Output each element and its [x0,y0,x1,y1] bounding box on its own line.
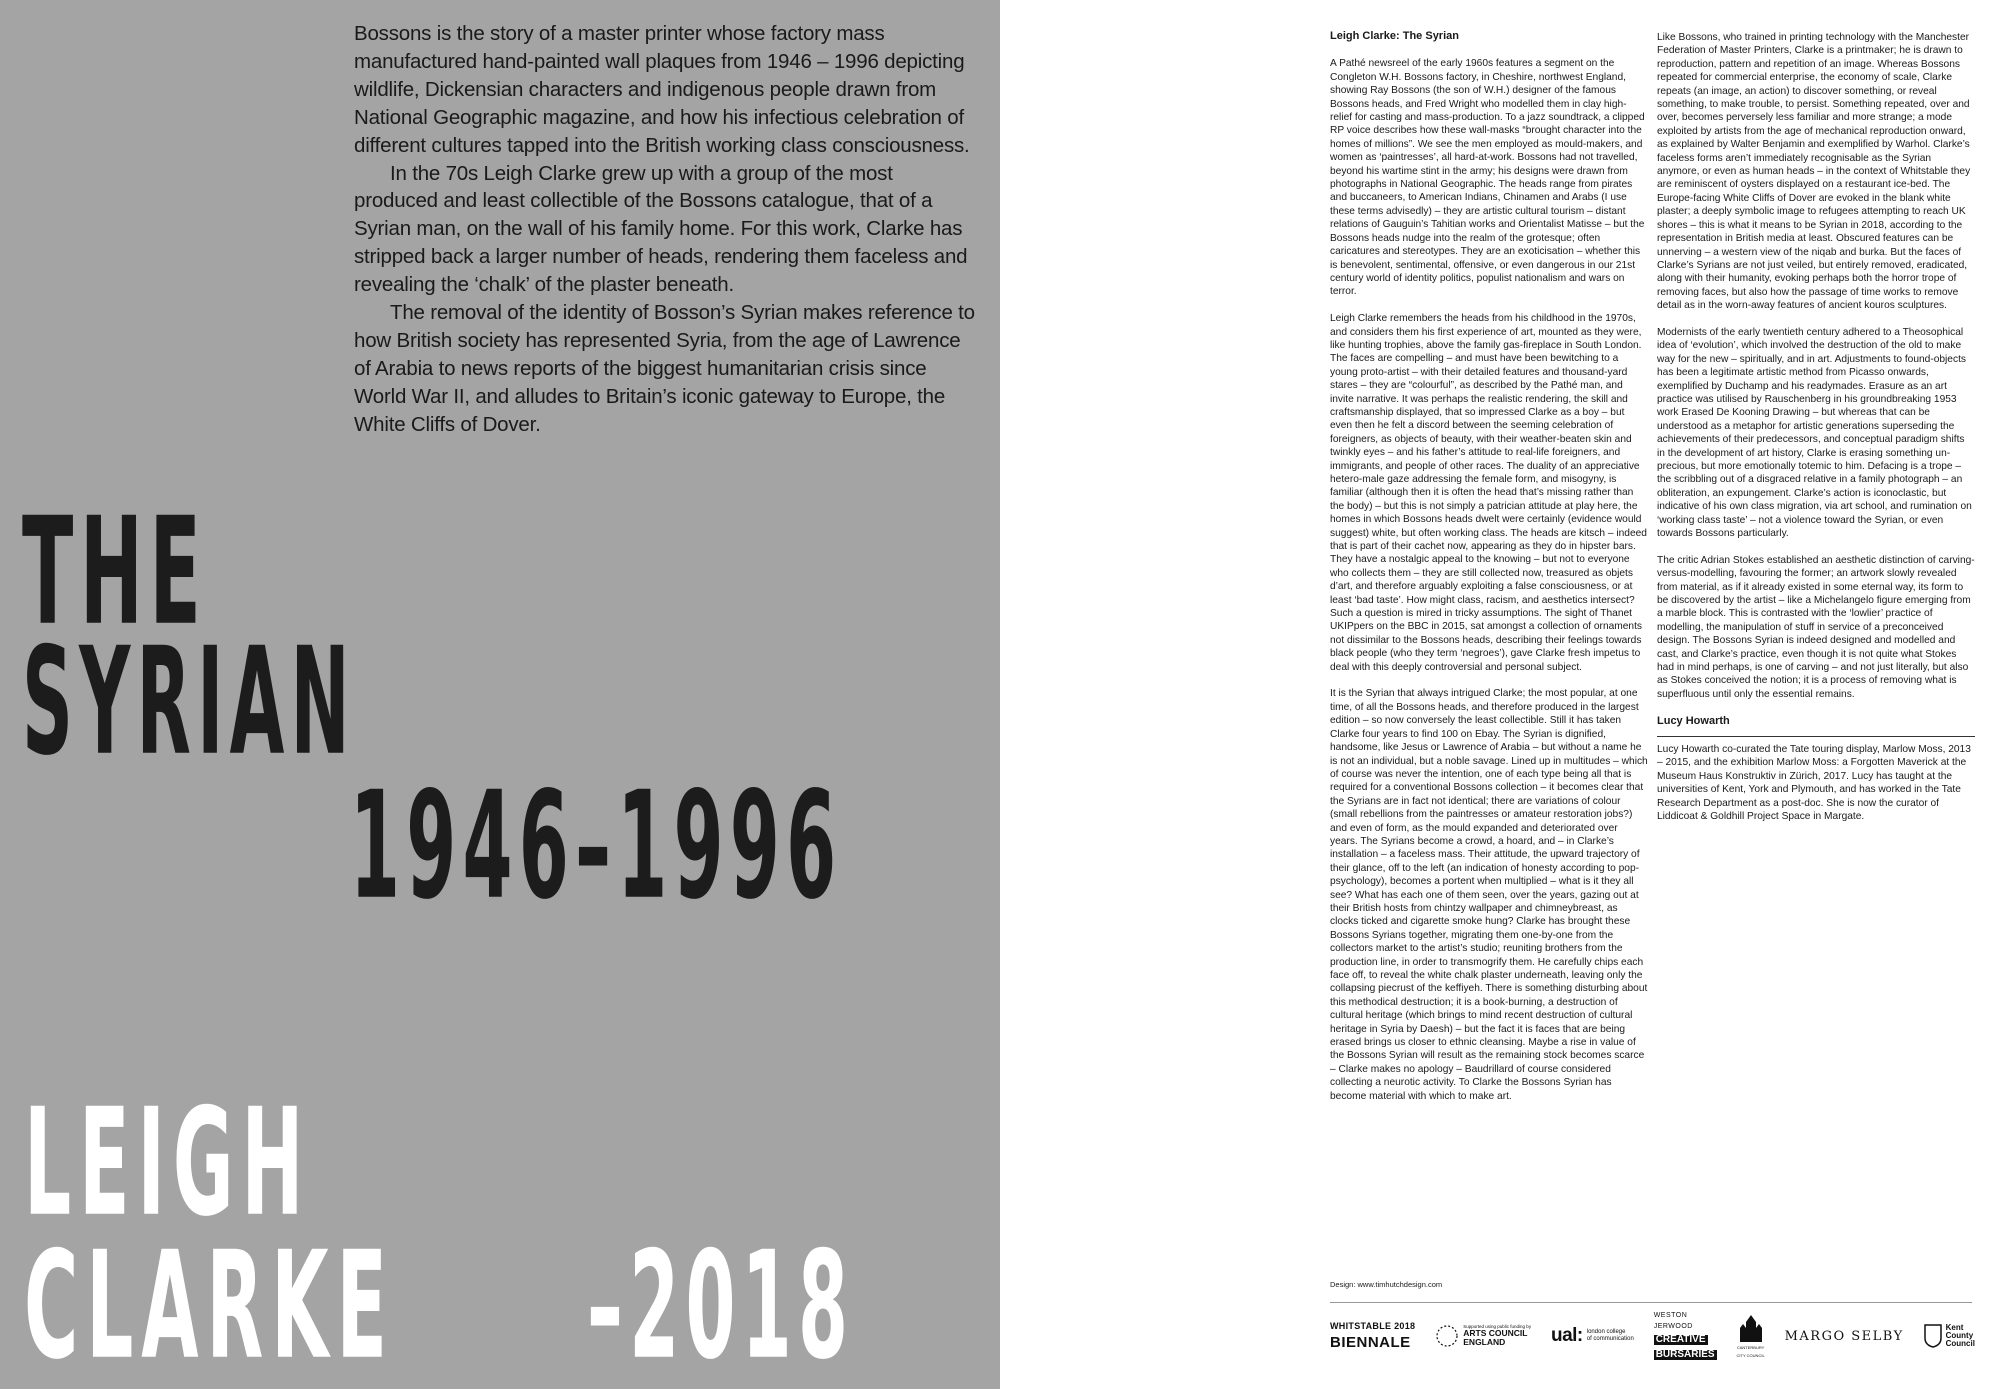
title-years: 1946–1996 [350,759,843,932]
essay-paragraph-4: Like Bossons, who trained in printing technology with the Manchester Federation of Master Printers, Clarke is a printmaker; he is drawn to reproduction, pattern and repetition of an image. Whereas Bossons repeated for commercial enterprise, the economy of scale, Clarke repeats (an image, an action) to discover something, or reveal something, to make trouble, to persist. Something repeated, over and over, becomes perversely less familiar and more strange; a mode exploited by artists from the age of mechanical reproduction onward, as explained by Walter Benjamin and exemplified by Warhol. Clarke’s faceless forms aren’t immediately recognisable as the Syrian anymore, or even as human heads – in the context of Whitstable they are reminiscent of oysters displayed on a restaurant ice-bed. The Europe-facing White Cliffs of Dover are evoked in the blank white plaster; a deeply symbolic image to refugees attempting to reach UK shores – this is what it means to be Syrian in 2018, according to the representation in British media at least. Obscured features can be unnerving – a western view of the niqab and burka. But the faces of Clarke’s Syrians are not just veiled, but entirely removed, eradicated, along with their humanity, evoking perhaps both the horror trope of removing faces, but also how the passage of time works to remove detail as in the worn-away features of ancient kouros sculptures. [1657,32,1971,312]
essay-column-2 [1657,31,1975,837]
ual-line2: of communication [1586,1336,1634,1342]
essay-paragraph-6: The critic Adrian Stokes established an aesthetic distinction of carving-versus-modelling, favouring the former; an artwork slowly revealed from material, as if it already existed in some eternal way, its form to be discovered by the artist – like a Michelangelo figure emerging from a marble block. This is contrasted with the ‘lowlier’ practice of modelling, the manipulation of stuff in service of a preconceived design. The Bossons Syrian is indeed designed and modelled and cast, and Clarke’s practice, even though it is not quite what Stokes had in mind perhaps, is one of carving – and not just literally, but also as Stokes conceived the notion; it is a process of removing what is superfluous until only the essential remains. [1657,554,1975,700]
essay-paragraph-3: It is the Syrian that always intrigued Clarke; the most popular, at one time, of all the Bossons heads, and therefore produced in the largest edition – so now conversely the least collectible. Still it has taken Clarke four years to find 100 on Ebay. The Syrian is dignified, handsome, like Jesus or Lawrence of Arabia – but without a name he is not an individual, but a noble savage. Lined up in multitudes – which of course was never the intention, one of each type being all that is required for a conventional Bossons collection – it becomes clear that the Syrians are in fact not identical; there are variations of colour (small rebellions from the paintresses or amateur restoration jobs?) and even of form, as the mould expanded and deteriorated over years. The Syrians become a crowd, a hoard, and – in Clarke’s installation – a faceless mass. Their attitude, the upward trajectory of their glance, off to the left (an indication of honesty according to pop-psychology), becomes a portent when multiplied – what is it they all see? What has each one of them seen, over the years, gazing out at their British hosts from chintzy wallpaper and chimneybreast, as clocks ticked and cigarette smoke hung? Clarke has brought these Bossons Syrians together, migrating them one-by-one from the collectors market to the artist’s studio; reuniting brothers from the production line, in order to transmogrify them. He carefully chips each face off, to reveal the white chalk plaster underneath, leaving only the collapsing piecrust of the keffiyeh. There is something disturbing about this methodical destruction; it is a book-burning, a destruction of cultural heritage (which brings to mind recent destruction of cultural heritage in Syria by Daesh) – but the fact it is faces that are being erased brings us closer to ethnic cleansing. Maybe a rise in value of the Bossons Syrian will result as the remaining stock becomes scarce – Clarke makes no apology – Baudrillard of course considered collecting a neurotic activity. To Clarke the Bossons Syrian has become material with which to make art. [1330,688,1648,1102]
footer-divider [1330,1302,1972,1303]
wj-line3: CREATIVE [1655,1334,1706,1345]
sponsor-logos [1330,1312,1975,1360]
intro-text [354,20,978,439]
intro-paragraph-1: Bossons is the story of a master printer whose factory mass manufactured hand-painted wall plaques from 1946 – 1996 depicting wildlife, Dickensian characters and indigenous people drawn from National Geographic magazine, and how his infectious celebration of different cultures tapped into the British working class consciousness. [354,22,970,157]
exhibition-year: –2018 [587,1219,855,1389]
ual-line1: london college [1586,1329,1626,1336]
artist-last-name: CLARKE [24,1219,395,1389]
author-name: Lucy Howarth [1657,714,1730,727]
biennale-logo-line2: BIENNALE [1330,1334,1411,1351]
essay-paragraph-2: Leigh Clarke remembers the heads from his childhood in the 1970s, and considers them his first experience of art, mounted as they were, like hunting trophies, above the family gas-fireplace in South London. The faces are compelling – and must have been bewitching to a young proto-artist – with their detailed features and thousand-yard stares – they are “colourful”, as described by the Pathé man, and invite narrative. It was perhaps the realistic rendering, the skill and craftsmanship displayed, that so impressed Clarke as a boy – but even then he felt a discord between the seeming celebration of foreigners, as objects of beauty, with their weather-beaten skin and twinkly eyes – and his father’s attitude to real-life foreigners, and immigrants, and people of other races. The duality of an appreciative hetero-male gaze addressing the female form, and misogyny, is familiar (although then it is often the head that’s missing rather than the body) – but this is not simply a patrician attitude at play here, the homes in which Bossons heads dwelt were certainly (evidence would suggest) white, but often working class. The heads are kitsch – indeed that is part of their cachet now, appearing as they do in hipster bars. They have a nostalgic appeal to the knowing – but not to everyone who collects them – they are still collected now, treasured as objets d’art, and therefore arguably exploiting a false consciousness, or at least ‘bad taste’. How might class, racism, and aesthetics intersect? Such a question is mired in tricky assumptions. The sight of Thanet UKIPpers on the BBC in 2015, sat amongst a collection of ornaments not dissimilar to the Bossons heads, describing their feelings towards black people (who they term ‘negroes’), gave Clarke fresh impetus to deal with this deeply controversial and personal subject. [1330,313,1647,673]
wj-line2: JERWOOD [1653,1323,1693,1330]
kent-line2: County [1945,1331,1974,1340]
wj-line4: BURSARIES [1655,1349,1715,1360]
intro-paragraph-2: In the 70s Leigh Clarke grew up with a group of the most produced and least collectible of the Bossons catalogue, that of a Syrian man, on the wall of his family home. For this work, Clarke has stripped back a larger number of heads, rendering them faceless and revealing the ‘chalk’ of the plaster beneath. [354,161,968,297]
canterbury-line1: CANTERBURY [1736,1344,1765,1350]
title-syrian: SYRIAN [22,615,356,788]
title-the: THE [22,485,208,658]
artist-first-name: LEIGH [24,1076,312,1249]
ual-logo [1551,1325,1634,1347]
cathedral-icon [1738,1314,1764,1342]
ual-mark: ual: [1550,1325,1583,1346]
arts-council-sub: Supported using public funding by [1463,1323,1532,1329]
arts-council-circle-icon [1435,1324,1459,1348]
kent-line1: Kent [1945,1323,1964,1332]
kent-county-council-logo [1924,1324,1975,1348]
canterbury-logo [1737,1314,1765,1359]
weston-jerwood-logo [1654,1312,1717,1360]
essay-paragraph-1: A Pathé newsreel of the early 1960s features a segment on the Congleton W.H. Bossons factory, in Cheshire, northwest England, showing Ray Bossons (the son of W.H.) designer of the famous Bossons heads, and Fred Wright who modelled them in clay high-relief for casting and mass-production. To a jazz soundtrack, a clipped RP voice describes how these wall-masks “brought character into the homes of millions”. We see the men employed as mould-makers, and women as ‘paintresses’, all hard-at-work. Bossons had not travelled, beyond his wartime stint in the army; his designs were drawn from photographs in National Geographic. The heads range from pirates and buccaneers, to American Indians, Chinamen and Arabs (I use these terms advisedly) – they are artistic cultural tourism – distant relations of Gauguin’s Tahitian works and Orientalist Matisse – but the Bossons heads nudge into the realm of the grotesque; often caricatures and stereotypes. They are an exoticisation – whether this is benevolent, sentimental, offensive, or even dangerous in our 21st century world of identity politics, populist nationalism and wars on terror. [1330,58,1645,298]
design-credit: Design: www.timhutchdesign.com [1330,1280,1443,1289]
wj-line1: WESTON [1653,1312,1688,1319]
author-bio: Lucy Howarth co-curated the Tate touring display, Marlow Moss, 2013 – 2015, and the exhibition Marlow Moss: a Forgotten Maverick at the Museum Haus Konstruktiv in Zürich, 2017. Lucy has taught at the universities of Kent, York and Plymouth, and has worked in the Tate Research Department as a post-doc. She is now the curator of Liddicoat & Goldhill Project Space in Margate. [1657,744,1971,823]
kent-crest-icon [1924,1324,1942,1348]
margo-selby-logo: MARGO SELBY [1784,1328,1904,1344]
author-divider [1657,736,1975,737]
essay-paragraph-5: Modernists of the early twentieth century adhered to a Theosophical idea of ‘evolution’, which involved the destruction of the old to make way for the new – spiritually, and in art. Adjustments to found-objects has been a legitimate artistic method from Picasso onwards, exemplified by Duchamp and his readymades. Erasure as an art practice was utilised by Rauschenberg in his groundbreaking 1953 work Erased De Kooning Drawing – but whereas that can be understood as a metaphor for artistic generations superseding the achievements of their predecessors, and conceptual paradigm shifts in the development of art history, Clarke is erasing something un-precious, but more emotionally totemic to him. Defacing is a trope – the scribbling out of a disgraced relative in a family photograph – an obliteration, an expungement. Clarke’s action is iconoclastic, but indicative of his own class migration, via art school, and rumination on ‘working class taste’ – not a violence toward the Syrian, or even towards Bossons particularly. [1657,326,1972,540]
biennale-logo-line1: WHITSTABLE 2018 [1330,1321,1416,1331]
essay-heading: Leigh Clarke: The Syrian [1330,30,1459,42]
intro-paragraph-3: The removal of the identity of Bosson’s Syrian makes reference to how British society has represented Syria, from the age of Lawrence of Arabia to news reports of the biggest humanitarian crisis since World War II, and alludes to Britain’s iconic gateway to Europe, the White Cliffs of Dover. [354,301,975,436]
arts-council-line2: ENGLAND [1463,1337,1506,1348]
whitstable-biennale-logo [1330,1322,1415,1350]
arts-council-line1: ARTS COUNCIL [1463,1328,1528,1339]
arts-council-logo [1435,1324,1531,1348]
kent-line3: Council [1945,1339,1975,1348]
essay-column-1 [1330,30,1648,1116]
canterbury-line2: CITY COUNCIL [1736,1353,1765,1358]
